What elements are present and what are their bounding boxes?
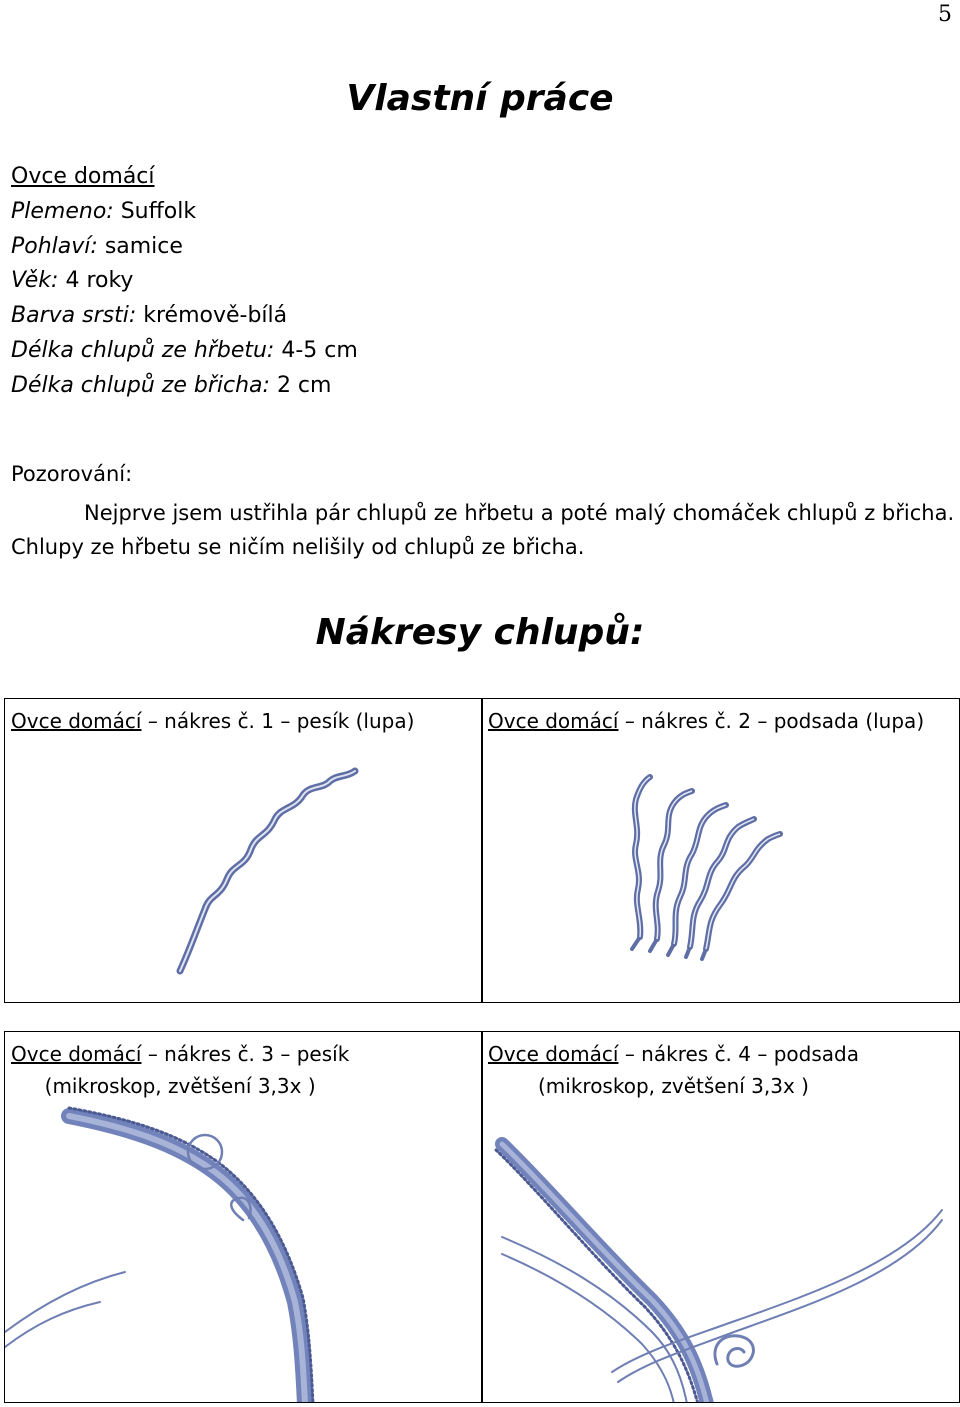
field-label: Délka chlupů ze hřbetu: bbox=[11, 337, 275, 363]
animal-name: Ovce domácí bbox=[11, 164, 155, 189]
drawing-label: – nákres č. 2 – podsada (lupa) bbox=[624, 709, 925, 733]
drawing-label: – nákres č. 4 – podsada bbox=[624, 1042, 859, 1066]
drawing-label: – nákres č. 1 – pesík (lupa) bbox=[147, 709, 415, 733]
field-value: Suffolk bbox=[120, 198, 197, 224]
drawing-animal: Ovce domácí bbox=[11, 1042, 142, 1066]
drawing-cell-4 bbox=[481, 1031, 960, 1403]
drawing-label-line2: (mikroskop, zvětšení 3,3x ) bbox=[537, 1074, 809, 1098]
field-value: krémově-bílá bbox=[143, 303, 288, 329]
drawing-cell-3 bbox=[4, 1031, 483, 1403]
field-value: 4 roky bbox=[65, 268, 134, 294]
drawing-label-line2: (mikroskop, zvětšení 3,3x ) bbox=[44, 1074, 316, 1098]
drawing-animal: Ovce domácí bbox=[11, 709, 142, 733]
drawing-animal: Ovce domácí bbox=[488, 1042, 619, 1066]
animal-info bbox=[11, 160, 358, 404]
drawings-title: Nákresy chlupů: bbox=[315, 612, 645, 653]
hair-sketch-4 bbox=[482, 1032, 960, 1403]
field-label: Délka chlupů ze břicha: bbox=[11, 372, 270, 398]
field-label: Věk: bbox=[11, 268, 59, 294]
field-label: Pohlaví: bbox=[11, 233, 98, 259]
drawing-animal: Ovce domácí bbox=[488, 709, 619, 733]
drawing-cell-2 bbox=[481, 698, 960, 1003]
page-title: Vlastní práce bbox=[346, 78, 614, 119]
field-value: 2 cm bbox=[276, 372, 332, 398]
drawing-cell-1 bbox=[4, 698, 483, 1003]
field-label: Barva srsti: bbox=[11, 303, 137, 329]
observation-text: Nejprve jsem ustřihla pár chlupů ze hřbetu a poté malý chomáček chlupů z břicha. Chlupy ze hřbetu se ničím nelišily od chlupů ze břicha. bbox=[11, 501, 955, 559]
field-value: samice bbox=[104, 233, 183, 259]
drawing-label: – nákres č. 3 – pesík bbox=[147, 1042, 350, 1066]
hair-sketch-2 bbox=[482, 699, 960, 1003]
field-value: 4-5 cm bbox=[281, 337, 358, 363]
page-number: 5 bbox=[938, 2, 952, 27]
hair-sketch-3 bbox=[5, 1032, 483, 1403]
field-label: Plemeno: bbox=[11, 198, 114, 224]
hair-sketch-1 bbox=[5, 699, 483, 1003]
observation-label: Pozorování: bbox=[11, 462, 133, 486]
